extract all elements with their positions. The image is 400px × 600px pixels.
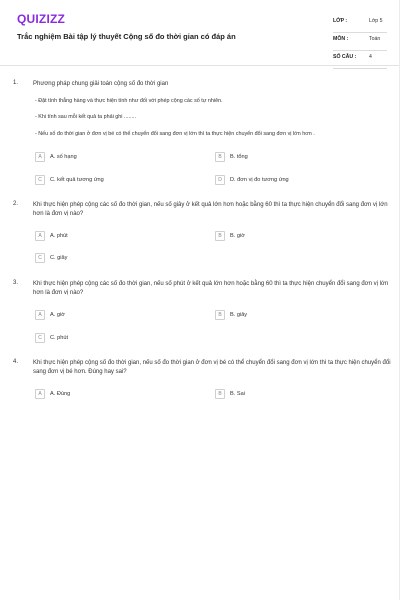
option-text: B. giây: [230, 311, 248, 318]
option-letter-box: C: [35, 253, 45, 263]
option-b[interactable]: [215, 230, 245, 241]
option-letter-box: C: [35, 175, 45, 185]
quizizz-logo: QUIZIZZ: [17, 12, 66, 26]
question-text: Khi thực hiện phép cộng các số đo thời gian, nếu số giây ở kết quả lớn hơn hoặc bằng 60 thì ta thực hiện chuyển đổi sang đơn vị lớn hơn là đơn vị nào?: [33, 202, 388, 217]
option-b[interactable]: [215, 388, 245, 399]
question-bullet: - Đặt tính thẳng hàng và thực hiện tính như đối với phép cộng các số tự nhiên.: [35, 98, 223, 104]
page-title: Trắc nghiệm Bài tập lý thuyết Cộng số đo thời gian có đáp án: [17, 32, 236, 41]
option-text: D. đơn vị đo tương ứng: [230, 176, 289, 183]
option-letter-box: A: [35, 389, 45, 399]
option-a[interactable]: [35, 151, 77, 162]
question-bullet: - Khi tính sau mỗi kết quả ta phải ghi ........: [35, 114, 136, 120]
meta-value: Toán: [369, 36, 381, 42]
meta-label: LỚP :: [333, 18, 348, 24]
option-text: C. kết quả tương ứng: [50, 176, 104, 183]
option-d[interactable]: [215, 174, 289, 185]
meta-value: 4: [369, 54, 372, 60]
meta-row-subject: [333, 33, 387, 51]
question-text: Phương pháp chung giải toán cộng số đo thời gian: [33, 81, 169, 87]
option-letter-box: A: [35, 310, 45, 320]
option-letter-box: A: [35, 152, 45, 162]
option-a[interactable]: [35, 230, 68, 241]
option-c[interactable]: [35, 174, 104, 185]
worksheet-header: [0, 0, 400, 64]
option-text: C. phút: [50, 334, 69, 341]
option-c[interactable]: [35, 332, 68, 343]
option-text: A. số hạng: [50, 153, 77, 160]
meta-row-class: [333, 15, 387, 33]
option-a[interactable]: [35, 388, 70, 399]
option-b[interactable]: [215, 151, 248, 162]
option-c[interactable]: [35, 252, 67, 263]
question-text: Khi thực hiện phép cộng các số đo thời gian, nếu số phút ở kết quả lớn hơn hoặc bằng 60 thì ta thực hiện chuyển đổi sang đơn vị lớn hơn là đơn vị nào?: [33, 281, 389, 296]
option-text: A. giờ: [50, 311, 65, 318]
option-text: A. phút: [50, 232, 68, 239]
question-number: 1.: [13, 80, 19, 86]
question-bullet: - Nếu số đo thời gian ở đơn vị bé có thể chuyển đổi sang đơn vị lớn thì ta thực hiện chuyển đổi sang đơn vị lớn hơn .: [35, 131, 315, 137]
option-letter-box: B: [215, 152, 225, 162]
meta-label: MÔN :: [333, 36, 349, 42]
option-letter-box: B: [215, 389, 225, 399]
option-text: B. giờ: [230, 232, 245, 239]
meta-info: [333, 15, 387, 69]
option-b[interactable]: [215, 309, 247, 320]
meta-value: Lớp 5: [369, 18, 383, 24]
option-text: A. Đúng: [50, 390, 71, 397]
question-number: 2.: [13, 201, 19, 207]
option-text: C. giây: [50, 254, 68, 261]
option-text: B. Sai: [230, 390, 245, 397]
option-letter-box: C: [35, 333, 45, 343]
meta-row-count: [333, 51, 387, 69]
question-number: 3.: [13, 280, 19, 286]
question-number: 4.: [13, 359, 19, 365]
option-a[interactable]: [35, 309, 65, 320]
header-divider: [0, 65, 400, 66]
option-letter-box: B: [215, 310, 225, 320]
option-letter-box: D: [215, 175, 225, 185]
option-letter-box: A: [35, 231, 45, 241]
option-text: B. tổng: [230, 153, 248, 160]
meta-label: SỐ CÂU :: [333, 54, 357, 60]
question-text: Khi thực hiện phép cộng số đo thời gian, nếu số đo thời gian ở đơn vị bé có thể chuyển đổi sang đơn vị lớn thì ta thực hiện chuyển đổi sang đơn vị bé hơn. Đúng hay sai?: [33, 360, 391, 375]
option-letter-box: B: [215, 231, 225, 241]
